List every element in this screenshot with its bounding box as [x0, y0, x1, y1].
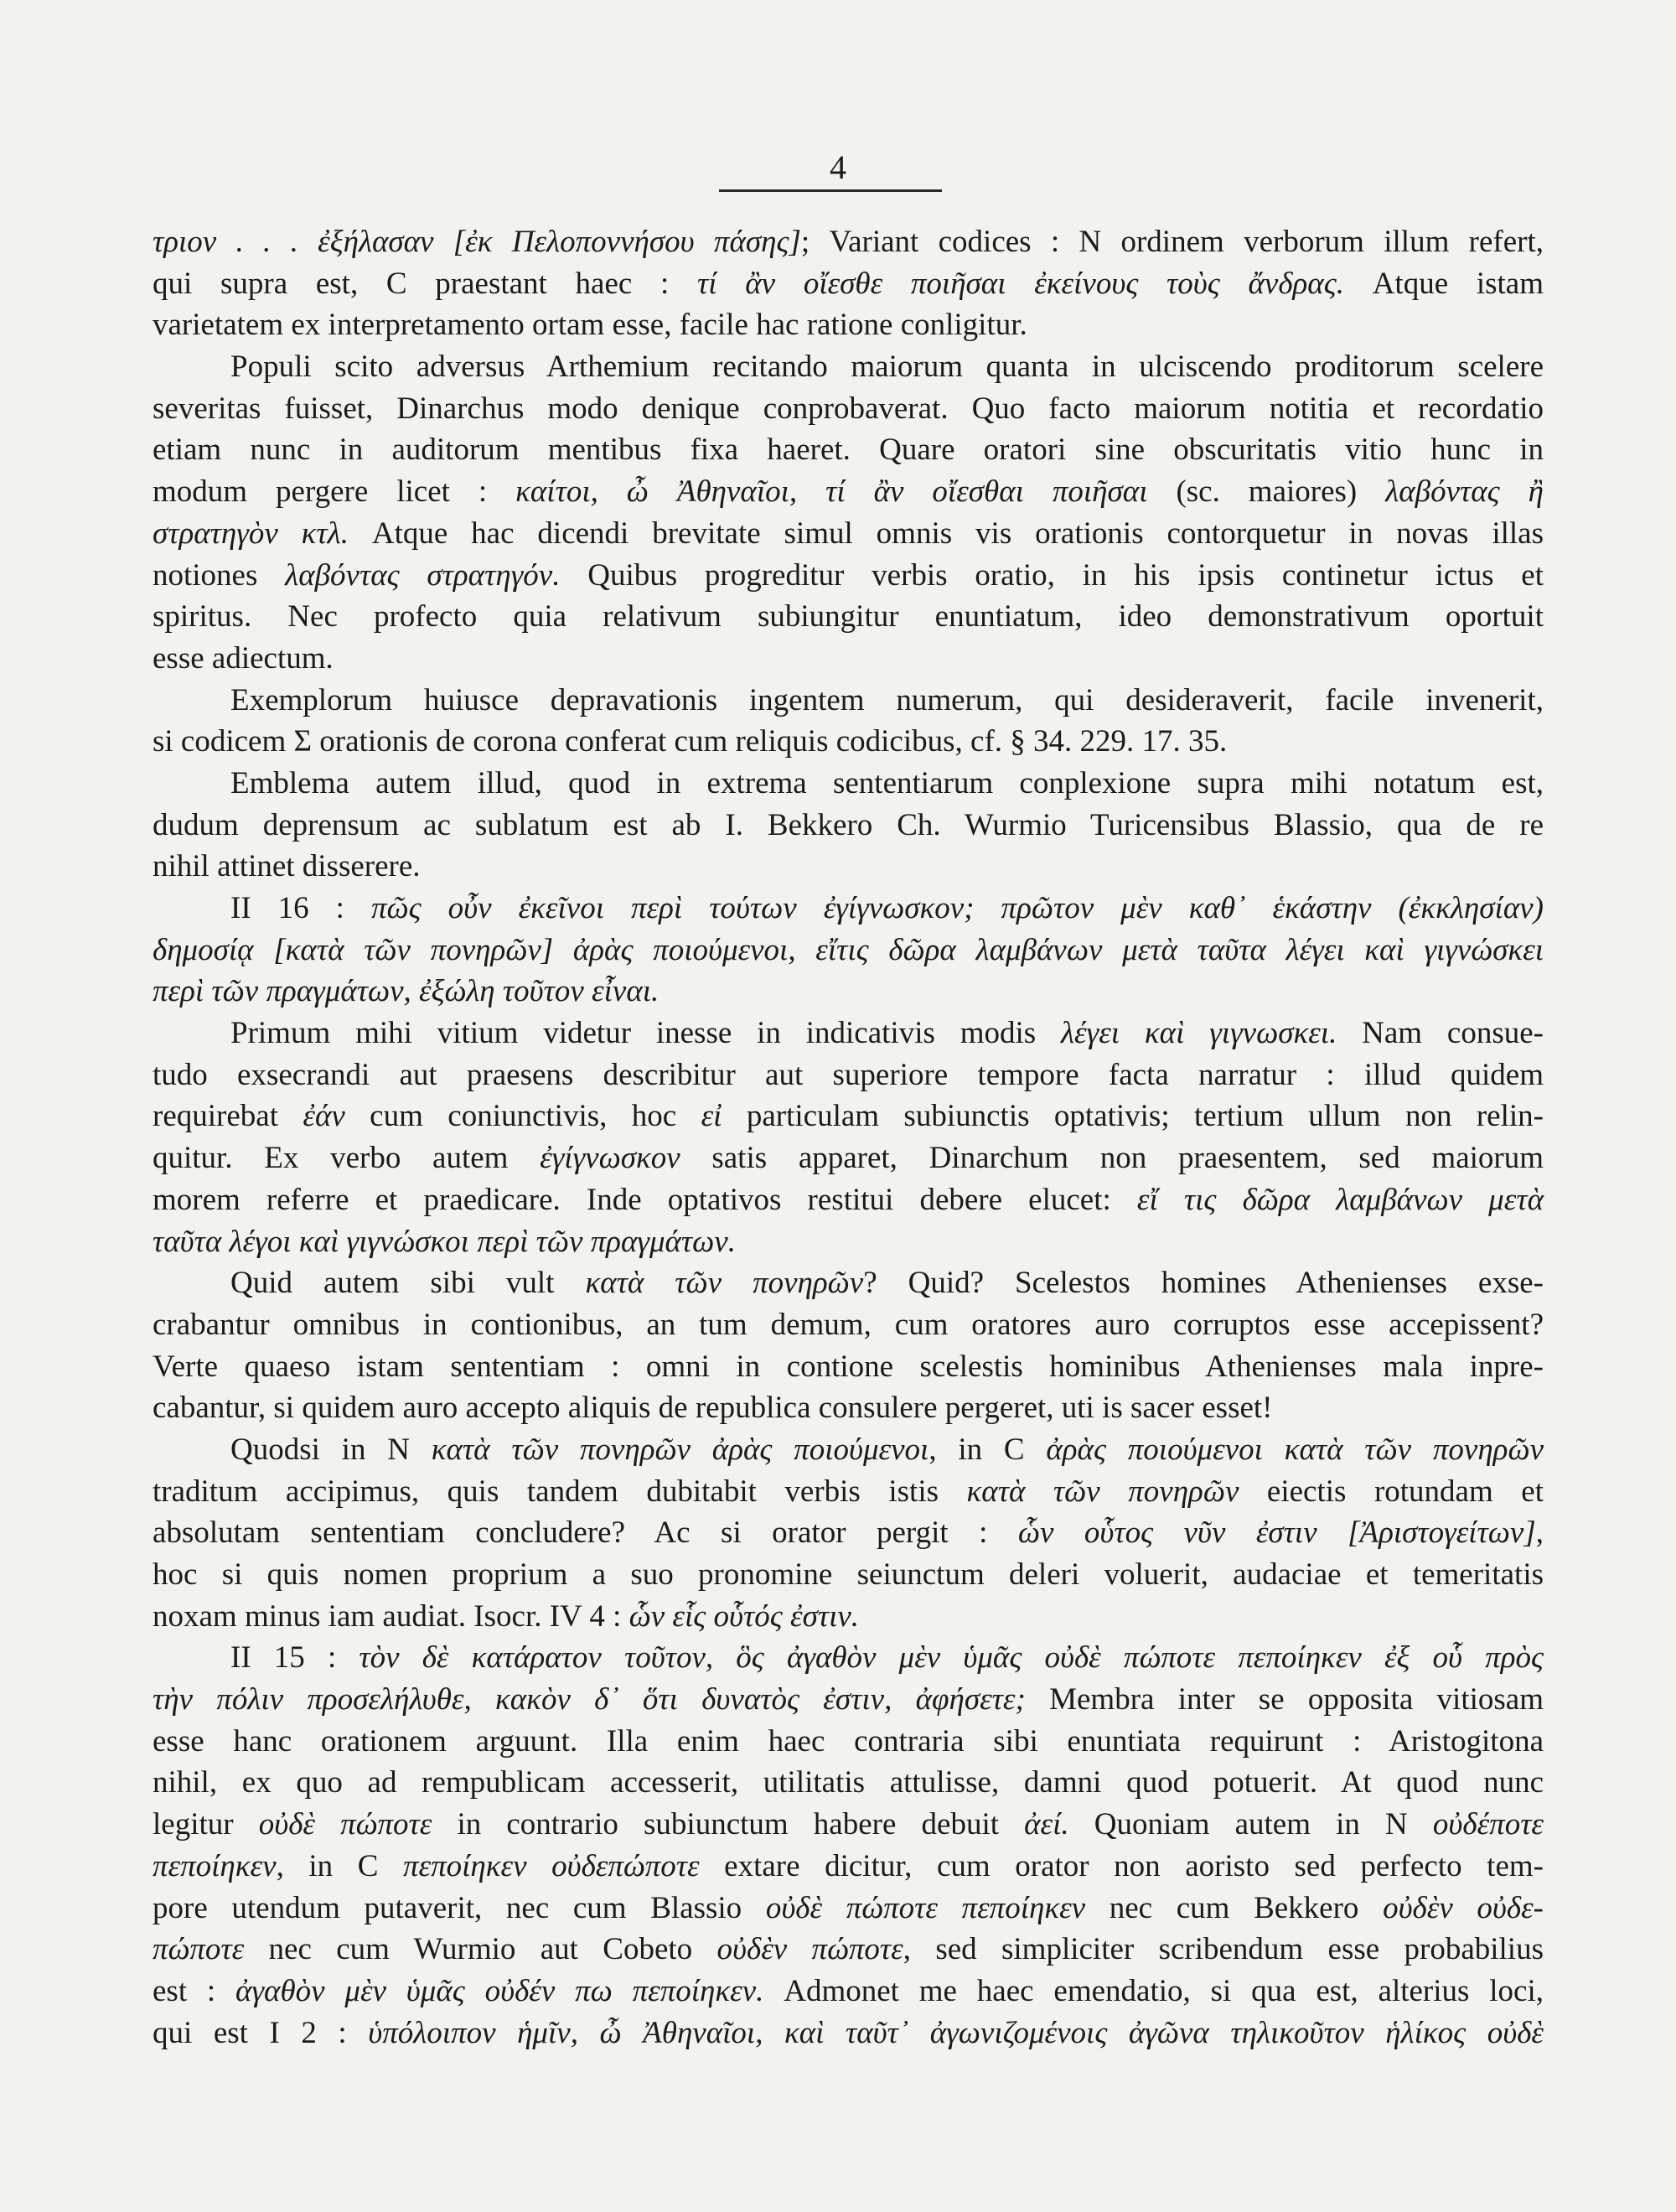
greek-quote: οὐδὲν πώποτε [716, 1932, 903, 1967]
text-line [153, 304, 1544, 346]
greek-quote: ταῦτα λέγοι καὶ γιγνώσκοι περὶ τῶν πραγμάτων. [153, 1224, 736, 1259]
latin-text: varietatem ex interpretamento ortam esse, facile hac ratione conligitur. [153, 308, 1027, 343]
greek-quote: τί ἂν οἴεσθε ποιῆσαι ἐκείνους τοὺς ἄνδρας. [697, 266, 1344, 301]
latin-text: nihil attinet disserere. [153, 849, 421, 884]
text-line [153, 1013, 1544, 1054]
text-line [153, 346, 1544, 388]
greek-quote: πῶς οὖν ἐκεῖνοι περὶ τούτων ἐγίγνωσκον; πρῶτον μὲν καθ᾽ ἑκάστην (ἐκκλησίαν) [370, 891, 1544, 925]
latin-text: , sed simpliciter scribendum esse probabilius [903, 1932, 1544, 1967]
latin-text: Emblema autem illud, quod in extrema sententiarum conplexione supra mihi notatum est, [230, 765, 1544, 800]
greek-quote: ἀγαθὸν μὲν ὑμᾶς οὐδέν πω πεποίηκεν. [235, 1973, 764, 2008]
latin-text: Verte quaeso istam sententiam : omni in contione scelestis hominibus Athenienses mala inpre- [153, 1349, 1544, 1384]
text-line [153, 846, 1544, 888]
latin-text: extare dicitur, cum orator non aoristo sed perfecto tem- [699, 1848, 1544, 1883]
latin-text: Quodsi in N [230, 1432, 432, 1467]
latin-text: esse hanc orationem arguunt. Illa enim haec contraria sibi enuntiata requirunt : Aristogitona [153, 1723, 1544, 1759]
latin-text: etiam nunc in auditorum mentibus fixa haeret. Quare oratori sine obscuritatis vitio hunc in [153, 433, 1544, 468]
greek-quote: κατὰ τῶν πονηρῶν [966, 1474, 1239, 1509]
text-line [153, 1262, 1544, 1304]
latin-text: in contrario subiunctum habere debuit [432, 1807, 1025, 1842]
latin-text: noxam minus iam audiat. Isocr. IV 4 : [153, 1598, 629, 1634]
greek-quote: πώποτε [153, 1932, 245, 1967]
latin-text: modum pergere licet : [153, 474, 516, 510]
text-line [153, 1554, 1544, 1596]
text-line [153, 1804, 1544, 1846]
latin-text: Atque hac dicendi brevitate simul omnis vis orationis contorquetur in novas illas [348, 515, 1544, 551]
greek-quote: ἐγίγνωσκον [540, 1141, 680, 1176]
greek-quote: λέγει καὶ γιγνωσκει. [1061, 1016, 1337, 1051]
header-rule [719, 189, 942, 192]
latin-text: Quid autem sibi vult [230, 1266, 586, 1301]
latin-text: severitas fuisset, Dinarchus modo denique conprobaverat. Quo facto maiorum notitia et recordatio [153, 391, 1544, 426]
greek-quote: τὸν δὲ κατάρατον τοῦτον, ὃς ἀγαθὸν μὲν ὑμᾶς οὐδὲ πώποτε πεποίηκεν ἐξ οὗ πρὸς [359, 1640, 1544, 1676]
text-line [153, 388, 1544, 430]
latin-text: , in C [276, 1848, 403, 1883]
latin-text: spiritus. Nec profecto quia relativum subiungitur enuntiatum, ideo demonstrativum oportuit [153, 599, 1544, 635]
text-line [153, 596, 1544, 638]
greek-quote: ὧν οὗτος νῦν ἐστιν [Ἀριστογείτων] [1017, 1515, 1536, 1551]
latin-text: Atque istam [1343, 266, 1544, 301]
text-line [153, 1762, 1544, 1804]
greek-quote: εἰ [701, 1099, 722, 1134]
text-line [153, 1596, 1544, 1638]
greek-quote: τριον . . . ἐξήλασαν [ἐκ Πελοποννήσου πάσης] [153, 225, 801, 259]
paragraph [153, 1429, 1544, 1637]
latin-text: cabantur, si quidem auro accepto aliquis de republica consulere pergeret, uti is sacer esset! [153, 1391, 1273, 1426]
latin-text: nihil, ex quo ad rempublicam accesserit, utilitatis attulisse, damni quod potuerit. At quod nunc [153, 1765, 1544, 1800]
latin-text: Membra inter se opposita vitiosam [1025, 1682, 1544, 1717]
paragraph [153, 221, 1544, 346]
greek-quote: λαβόντας στρατηγόν. [285, 557, 561, 593]
greek-quote: στρατηγὸν κτλ. [153, 515, 349, 551]
latin-text: Primum mihi vitium videtur inesse in indicativis modis [230, 1016, 1062, 1051]
greek-quote: εἴ τις δῶρα λαμβάνων μετὰ [1136, 1182, 1544, 1217]
text-line [153, 805, 1544, 847]
paragraph [153, 1637, 1544, 2054]
latin-text: tudo exsecrandi aut praesens describitur aut superiore tempore facta narratur : illud quidem [153, 1057, 1544, 1092]
greek-quote: περὶ τῶν πραγμάτων, ἐξώλη τοῦτον εἶναι. [153, 974, 660, 1009]
latin-text: dudum deprensum ac sublatum est ab I. Bekkero Ch. Wurmio Turicensibus Blassio, qua de re [153, 807, 1544, 842]
text-line [153, 513, 1544, 555]
latin-text: Populi scito adversus Arthemium recitando maiorum quanta in ulciscendo proditorum scelere [230, 350, 1544, 385]
text-line [153, 971, 1544, 1013]
text-line [153, 1387, 1544, 1429]
latin-text: pore utendum putaverit, nec cum Blassio [153, 1890, 766, 1925]
latin-text: II 15 : [230, 1640, 360, 1676]
greek-quote: δημοσίᾳ [κατὰ τῶν πονηρῶν] ἀρὰς ποιούμενοι, εἴτις δῶρα λαμβάνων μετὰ ταῦτα λέγει καὶ γιγνώσκει [153, 932, 1544, 967]
latin-text: traditum accipimus, quis tandem dubitabit verbis istis [153, 1474, 967, 1509]
latin-text: qui est I 2 : [153, 2015, 369, 2050]
text-line [153, 1429, 1544, 1471]
latin-text: (sc. maiores) [1147, 474, 1386, 510]
latin-text: particulam subiunctis optativis; tertium ullum non relin- [722, 1099, 1544, 1134]
text-line [153, 1679, 1544, 1721]
greek-quote: ὧν εἷς οὗτός ἐστιν. [628, 1598, 860, 1634]
paragraph [153, 763, 1544, 888]
greek-quote: ἀρὰς ποιούμενοι κατὰ τῶν πονηρῶν [1046, 1432, 1544, 1467]
text-line [153, 1721, 1544, 1763]
latin-text: II 16 : [230, 891, 371, 925]
greek-quote: καίτοι, ὦ Ἀθηναῖοι, τί ἂν οἴεσθαι ποιῆσαι [515, 474, 1148, 510]
paragraph [153, 680, 1544, 763]
text-line [153, 1512, 1544, 1554]
text-line [153, 1346, 1544, 1388]
latin-text: Exemplorum huiusce depravationis ingentem numerum, qui desideraverit, facile invenerit, [230, 682, 1544, 717]
text-line [153, 1471, 1544, 1513]
text-line [153, 1846, 1544, 1888]
text-line [153, 1888, 1544, 1930]
latin-text: legitur [153, 1807, 259, 1842]
latin-text: eiectis rotundam et [1239, 1474, 1544, 1509]
text-line [153, 638, 1544, 680]
greek-quote: οὐδὲ πώποτε πεποίηκεν [765, 1890, 1086, 1925]
greek-quote: ὑπόλοιπον ἡμῖν, ὦ Ἀθηναῖοι, καὶ ταῦτ᾽ ἀγωνιζομένοις ἀγῶνα τηλικοῦτον ἡλίκος οὐδὲ [368, 2015, 1544, 2050]
text-line [153, 1637, 1544, 1679]
text-line [153, 763, 1544, 805]
text-line [153, 471, 1544, 513]
latin-text: Quoniam autem in N [1068, 1807, 1433, 1842]
latin-text: crabantur omnibus in contionibus, an tum demum, cum oratores auro corruptos esse accepissent? [153, 1307, 1544, 1342]
greek-quote: τὴν πόλιν προσελήλυθε, κακὸν δ᾽ ὅτι δυνατὸς ἐστιν, ἀφήσετε; [153, 1682, 1026, 1717]
text-line [153, 1221, 1544, 1263]
latin-text: Quibus progreditur verbis oratio, in his ipsis continetur ictus et [560, 557, 1544, 593]
page-number: 4 [830, 148, 846, 186]
text-line [153, 1304, 1544, 1346]
text-line [153, 721, 1544, 763]
latin-text: ; Variant codices : N ordinem verborum illum refert, [800, 225, 1544, 259]
text-line [153, 1179, 1544, 1221]
greek-quote: λαβόντας ἢ [1385, 474, 1544, 510]
latin-text: si codicem Σ orationis de corona conferat cum reliquis codicibus, cf. § 34. 229. 17. 35. [153, 724, 1228, 759]
greek-quote: κατὰ τῶν πονηρῶν ἀρὰς ποιούμενοι [431, 1432, 929, 1467]
greek-quote: πεποίηκεν [153, 1848, 277, 1883]
text-line [153, 930, 1544, 971]
latin-text: esse adiectum. [153, 640, 334, 676]
greek-quote: οὐδὲ πώποτε [258, 1807, 432, 1842]
latin-text: absolutam sententiam concludere? Ac si orator pergit : [153, 1515, 1018, 1551]
latin-text: morem referre et praedicare. Inde optativos restitui debere elucet: [153, 1182, 1137, 1217]
text-line [153, 263, 1544, 305]
text-line [153, 221, 1544, 263]
latin-text: satis apparet, Dinarchum non praesentem, sed maiorum [680, 1141, 1544, 1176]
latin-text: quitur. Ex verbo autem [153, 1141, 541, 1176]
body-text [153, 221, 1544, 2054]
greek-quote: κατὰ τῶν πονηρῶν [585, 1266, 864, 1301]
latin-text: Nam consue- [1337, 1016, 1544, 1051]
greek-quote: πεποίηκεν οὐδεπώποτε [402, 1848, 700, 1883]
latin-text: Admonet me haec emendatio, si qua est, alterius loci, [763, 1973, 1544, 2008]
text-line [153, 1971, 1544, 2013]
text-line [153, 429, 1544, 471]
greek-quote: οὐδέποτε [1432, 1807, 1544, 1842]
paragraph [153, 346, 1544, 680]
latin-text: cum coniunctivis, hoc [344, 1099, 701, 1134]
text-line [153, 1054, 1544, 1096]
text-line [153, 680, 1544, 722]
latin-text: , in C [929, 1432, 1047, 1467]
latin-text: requirebat [153, 1099, 303, 1134]
latin-text: est : [153, 1973, 236, 2008]
greek-quote: ἀεί. [1024, 1807, 1069, 1842]
latin-text: notiones [153, 557, 286, 593]
latin-text: qui supra est, C praestant haec : [153, 266, 698, 301]
text-line [153, 555, 1544, 597]
latin-text: nec cum Bekkero [1085, 1890, 1384, 1925]
paragraph [153, 1262, 1544, 1429]
latin-text: , [1535, 1515, 1544, 1551]
greek-quote: οὐδὲν οὐδε- [1383, 1890, 1544, 1925]
greek-quote: ἐάν [303, 1099, 345, 1134]
paragraph [153, 1013, 1544, 1262]
paragraph [153, 888, 1544, 1013]
text-line [153, 1137, 1544, 1179]
latin-text: ? Quid? Scelestos homines Athenienses exse- [863, 1266, 1544, 1301]
latin-text: hoc si quis nomen proprium a suo pronomine seiunctum deleri voluerit, audaciae et temeritatis [153, 1557, 1544, 1592]
text-line [153, 1096, 1544, 1137]
text-line [153, 2013, 1544, 2054]
latin-text: nec cum Wurmio aut Cobeto [244, 1932, 717, 1967]
text-line [153, 1929, 1544, 1971]
text-line [153, 888, 1544, 930]
